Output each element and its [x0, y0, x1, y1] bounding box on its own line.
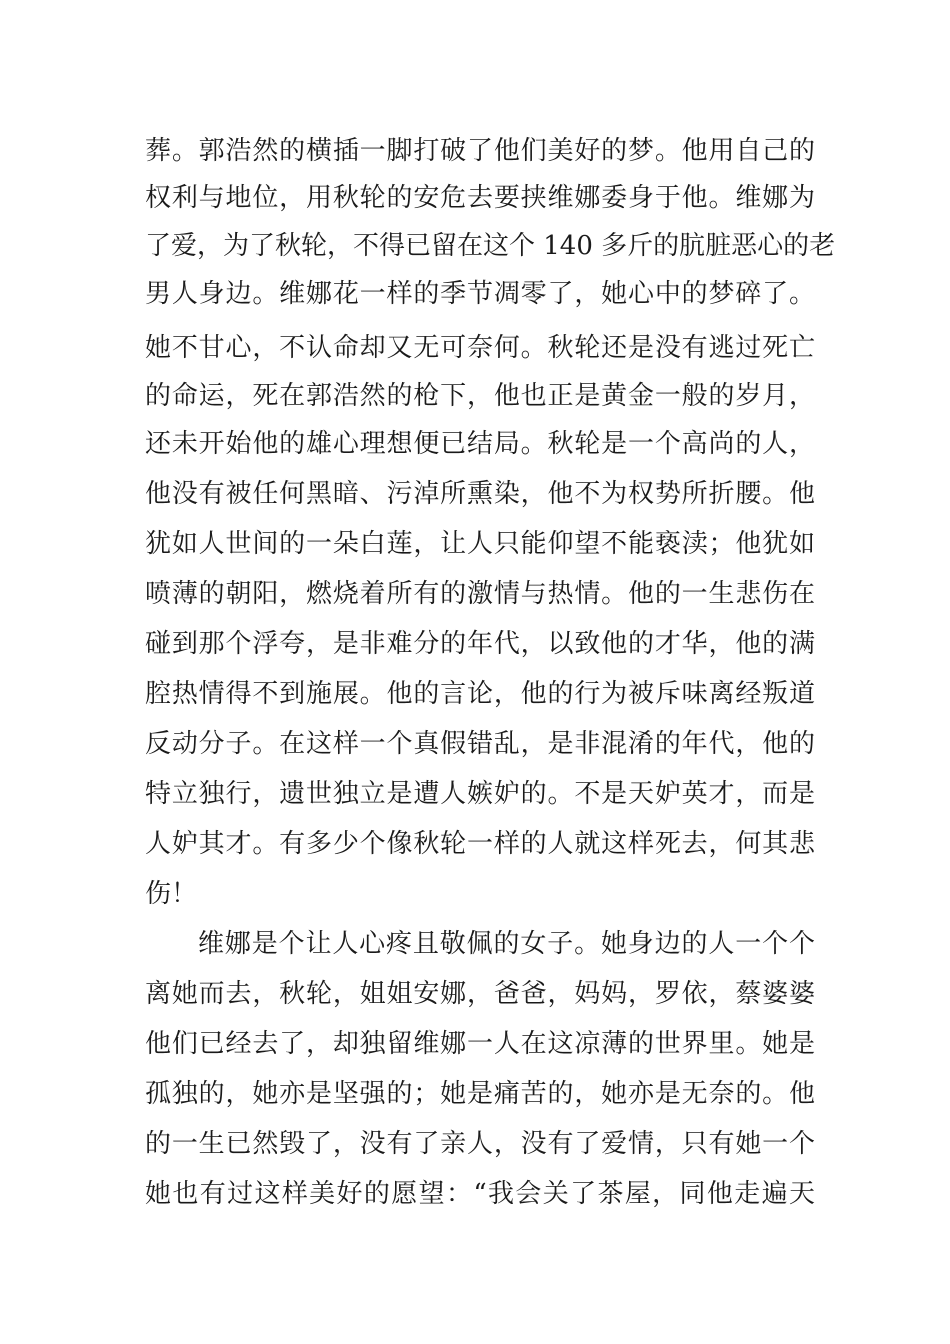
text-line: 葬。郭浩然的横插一脚打破了他们美好的梦。他用自己的 — [145, 136, 815, 166]
text-line: 还未开始他的雄心理想便已结局。秋轮是一个高尚的人， — [145, 429, 815, 459]
paragraph-first-line: 维娜是个让人心疼且敬佩的女子。她身边的人一个个 — [198, 929, 815, 959]
text-line: 腔热情得不到施展。他的言论，他的行为被斥味离经叛道 — [145, 679, 815, 709]
text-line: 他们已经去了，却独留维娜一人在这凉薄的世界里。她是 — [145, 1029, 815, 1059]
text-line: 她不甘心，不认命却又无可奈何。秋轮还是没有逃过死亡 — [145, 333, 815, 363]
text-line: 的命运，死在郭浩然的枪下，他也正是黄金一般的岁月， — [145, 381, 815, 411]
text-line: 的一生已然毁了，没有了亲人，没有了爱情，只有她一个 — [145, 1129, 815, 1159]
text-line: 特立独行，遗世独立是遭人嫉妒的。不是天妒英才，而是 — [145, 779, 815, 809]
text-line: 权利与地位，用秋轮的安危去要挟维娜委身于他。维娜为 — [145, 183, 815, 213]
text-line: 她也有过这样美好的愿望：“我会关了茶屋，同他走遍天 — [145, 1179, 815, 1209]
text-line: 伤！ — [145, 879, 198, 909]
text-line: 喷薄的朝阳，燃烧着所有的激情与热情。他的一生悲伤在 — [145, 579, 815, 609]
text-line: 孤独的，她亦是坚强的；她是痛苦的，她亦是无奈的。他 — [145, 1079, 815, 1109]
text-line: 碰到那个浮夸，是非难分的年代，以致他的才华，他的满 — [145, 629, 815, 659]
text-line: 了爱，为了秋轮，不得已留在这个 140 多斤的肮脏恶心的老 — [145, 231, 836, 261]
text-line: 男人身边。维娜花一样的季节凋零了，她心中的梦碎了。 — [145, 279, 815, 309]
text-line: 人妒其才。有多少个像秋轮一样的人就这样死去，何其悲 — [145, 829, 815, 859]
text-line: 反动分子。在这样一个真假错乱，是非混淆的年代，他的 — [145, 729, 815, 759]
text-line: 他没有被任何黑暗、污淖所熏染，他不为权势所折腰。他 — [145, 479, 815, 509]
text-line: 离她而去，秋轮，姐姐安娜，爸爸，妈妈，罗依，蔡婆婆 — [145, 979, 815, 1009]
text-line: 犹如人世间的一朵白莲，让人只能仰望不能亵渎；他犹如 — [145, 529, 815, 559]
